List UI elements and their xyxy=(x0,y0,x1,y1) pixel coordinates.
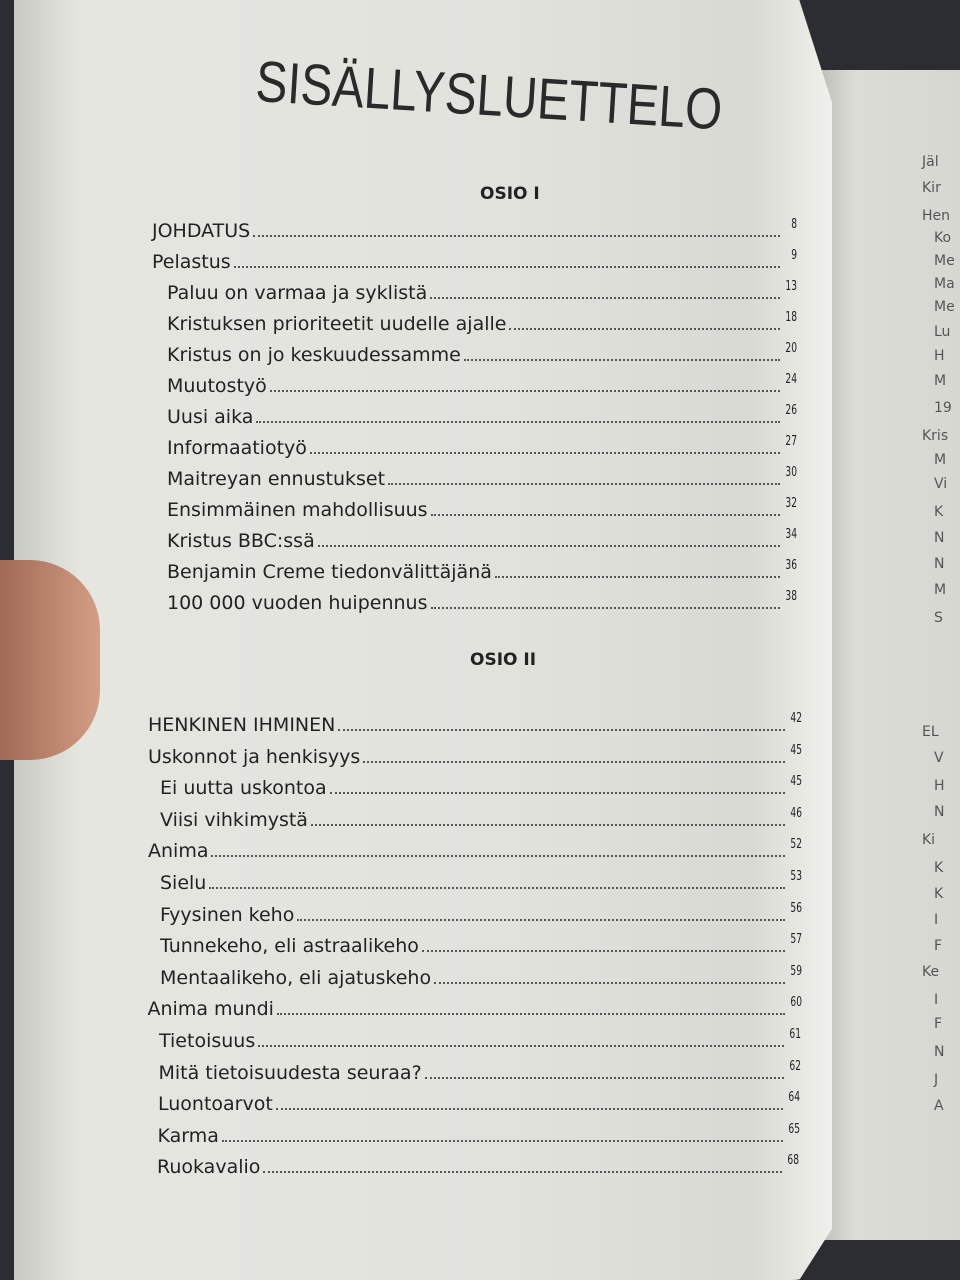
dot-leader xyxy=(431,607,781,609)
right-page-fragment: N xyxy=(934,804,945,820)
toc-entry-label: Mentaalikeho, eli ajatuskeho xyxy=(160,966,432,989)
toc-entry-page: 32 xyxy=(785,496,797,511)
toc-entry-page: 53 xyxy=(790,869,802,884)
toc-entry-label: Kristus on jo keskuudessamme xyxy=(167,344,461,366)
dot-leader xyxy=(277,1013,785,1015)
page-title: SISÄLLYSLUETTELO xyxy=(253,48,725,143)
toc-entry xyxy=(160,963,805,989)
right-page-fragment: I xyxy=(934,912,939,928)
toc-entry-page: 45 xyxy=(790,774,802,790)
toc-entry-label: Tunnekeho, eli astraalikeho xyxy=(160,935,419,958)
toc-entry-label: Ruokavalio xyxy=(157,1156,261,1179)
right-page-fragment: S xyxy=(934,610,943,626)
toc-entry-label: Luontoarvot xyxy=(158,1093,273,1116)
right-page-fragment: V xyxy=(934,750,944,766)
toc-entry xyxy=(160,931,805,957)
toc-entry-page: 18 xyxy=(785,310,797,325)
toc-entry-page: 42 xyxy=(790,711,802,726)
toc-entry-page: 57 xyxy=(790,932,802,948)
toc-entry xyxy=(160,900,805,926)
dot-leader xyxy=(311,824,785,826)
dot-leader xyxy=(297,919,785,921)
toc-entry xyxy=(167,588,800,614)
toc-entry-label: Anima xyxy=(148,840,209,863)
toc-entry-page: 56 xyxy=(790,900,802,916)
dot-leader xyxy=(211,855,785,857)
right-page-fragment: K xyxy=(934,860,944,876)
right-page-fragment: Ke xyxy=(922,964,940,980)
toc-entry-page: 46 xyxy=(790,805,802,821)
toc-entry-page: 64 xyxy=(788,1090,800,1106)
right-page-fragment: F xyxy=(934,938,943,954)
toc-entry-label: HENKINEN IHMINEN xyxy=(148,714,336,736)
toc-entry-page: 20 xyxy=(785,341,797,356)
toc-entry xyxy=(158,1089,803,1115)
right-page-fragment: M xyxy=(934,373,947,389)
right-page-fragment: M xyxy=(934,582,947,598)
right-page-fragment: Me xyxy=(934,299,955,315)
toc-entry-page: 9 xyxy=(791,248,797,263)
toc-entry-label: Anima mundi xyxy=(147,998,274,1021)
dot-leader xyxy=(338,729,785,731)
right-page-fragment: EL xyxy=(922,724,939,740)
toc-entry-label: Uusi aika xyxy=(167,406,254,428)
right-page-fragment: H xyxy=(934,348,945,364)
right-page-fragment: Jäl xyxy=(922,154,939,170)
toc-entry-page: 52 xyxy=(790,837,802,853)
toc-entry-label: Ei uutta uskontoa xyxy=(160,777,327,800)
toc-entry-label: Paluu on varmaa ja syklistä xyxy=(167,282,428,304)
toc-entry-page: 62 xyxy=(788,1058,801,1074)
dot-leader xyxy=(256,421,780,423)
toc-entry-page: 36 xyxy=(785,558,797,573)
dot-leader xyxy=(422,950,785,952)
dot-leader xyxy=(263,1171,782,1173)
right-page-fragment: Kir xyxy=(922,180,941,196)
right-page-fragment: Lu xyxy=(934,324,951,340)
dot-leader xyxy=(222,1140,783,1142)
toc-entry-page: 13 xyxy=(785,279,797,294)
toc-entry xyxy=(167,371,800,397)
dot-leader xyxy=(270,390,780,392)
toc-entry-label: Uskonnot ja henkisyys xyxy=(148,745,361,768)
dot-leader xyxy=(363,761,785,763)
toc-entry-label: Karma xyxy=(157,1124,219,1147)
dot-leader xyxy=(431,514,780,516)
toc-entry xyxy=(159,1058,804,1084)
right-page-fragment: Hen xyxy=(922,208,951,224)
dot-leader xyxy=(330,792,785,794)
toc-entry-page: 24 xyxy=(785,372,797,387)
dot-leader xyxy=(209,887,785,889)
dot-leader xyxy=(509,328,780,330)
toc-entry-page: 61 xyxy=(789,1027,801,1042)
toc-entry xyxy=(160,805,805,831)
toc-entry-label: Benjamin Creme tiedonvälittäjänä xyxy=(167,561,492,583)
toc-entry xyxy=(148,742,805,768)
toc-entry-page: 26 xyxy=(785,403,797,418)
toc-entry xyxy=(167,557,800,583)
toc-entry-page: 38 xyxy=(785,589,797,604)
dot-leader xyxy=(495,576,780,578)
toc-entry xyxy=(159,1026,804,1052)
right-page-fragment: Ma xyxy=(934,276,955,292)
toc-entry-label: Maitreyan ennustukset xyxy=(167,468,386,490)
right-page-fragment: I xyxy=(934,992,939,1008)
toc-entry xyxy=(167,526,800,552)
right-page-fragment: Vi xyxy=(934,476,948,492)
toc-entry xyxy=(160,868,805,894)
toc-entry-label: Kristuksen prioriteetit uudelle ajalle xyxy=(167,313,507,335)
toc-entry-label: Tietoisuus xyxy=(159,1030,256,1052)
dot-leader xyxy=(318,545,780,547)
toc-entry xyxy=(167,464,800,490)
dot-leader xyxy=(388,483,780,485)
right-page-fragment: Ki xyxy=(922,832,936,848)
toc-entry xyxy=(167,309,800,335)
toc-entry-label: Sielu xyxy=(160,872,207,894)
toc-entry-label: JOHDATUS xyxy=(152,220,251,242)
right-page-fragment: K xyxy=(934,886,944,902)
dot-leader xyxy=(464,359,780,361)
right-page-fragment: Me xyxy=(934,253,955,269)
toc-entry xyxy=(158,1121,803,1147)
right-page-fragment: J xyxy=(934,1072,939,1088)
toc-entry-label: 100 000 vuoden huipennus xyxy=(167,592,428,614)
dot-leader xyxy=(425,1077,784,1079)
toc-entry xyxy=(167,433,800,459)
toc-entry xyxy=(160,773,805,799)
right-page-fragment: M xyxy=(934,452,947,468)
toc-entry xyxy=(148,710,805,736)
left-page xyxy=(14,0,832,1280)
toc-entry xyxy=(167,495,800,521)
toc-entry-label: Informaatiotyö xyxy=(167,437,307,459)
toc-entry-label: Mitä tietoisuudesta seuraa? xyxy=(158,1061,422,1084)
toc-entry xyxy=(167,340,800,366)
toc-entry xyxy=(167,402,800,428)
toc-entry-page: 68 xyxy=(787,1153,799,1169)
right-page-fragment: N xyxy=(934,1044,945,1060)
right-page-fragment: F xyxy=(934,1016,943,1032)
dot-leader xyxy=(434,982,785,984)
right-page-fragment: 19 xyxy=(934,400,952,416)
dot-leader xyxy=(276,1108,783,1110)
section-heading-osio-1: OSIO I xyxy=(480,184,540,204)
toc-entry-label: Ensimmäinen mahdollisuus xyxy=(167,499,428,521)
right-page-fragment: N xyxy=(934,530,945,546)
section-heading-osio-2: OSIO II xyxy=(470,650,537,670)
dot-leader xyxy=(258,1045,784,1047)
toc-entry-page: 59 xyxy=(790,963,802,979)
toc-entry xyxy=(152,216,800,242)
toc-entry xyxy=(152,247,800,273)
dot-leader xyxy=(253,235,780,237)
toc-entry-page: 27 xyxy=(785,434,797,449)
dot-leader xyxy=(310,452,780,454)
dot-leader xyxy=(234,266,780,268)
thumb xyxy=(0,560,100,760)
toc-entry-page: 8 xyxy=(791,217,797,232)
toc-entry-label: Viisi vihkimystä xyxy=(160,808,308,831)
toc-entry-label: Kristus BBC:ssä xyxy=(167,530,315,552)
toc-entry-page: 45 xyxy=(790,742,802,758)
toc-entry-label: Muutostyö xyxy=(167,375,267,397)
toc-entry xyxy=(167,278,800,304)
right-page xyxy=(812,70,960,1240)
toc-entry-page: 30 xyxy=(785,465,797,480)
toc-entry-page: 34 xyxy=(785,527,797,542)
right-page-fragment: K xyxy=(934,504,944,520)
right-page-fragment: A xyxy=(934,1098,944,1114)
toc-entry xyxy=(148,994,805,1020)
toc-entry xyxy=(157,1152,802,1178)
right-page-fragment: H xyxy=(934,778,945,794)
right-page-fragment: Kris xyxy=(922,428,949,444)
toc-entry-label: Pelastus xyxy=(152,251,231,273)
right-page-fragment: N xyxy=(934,556,945,572)
right-page-fragment: Ko xyxy=(934,230,952,246)
toc-entry-page: 60 xyxy=(789,995,802,1011)
toc-entry xyxy=(148,836,805,862)
dot-leader xyxy=(430,297,780,299)
toc-entry-label: Fyysinen keho xyxy=(160,903,295,926)
toc-entry-page: 65 xyxy=(787,1121,800,1137)
